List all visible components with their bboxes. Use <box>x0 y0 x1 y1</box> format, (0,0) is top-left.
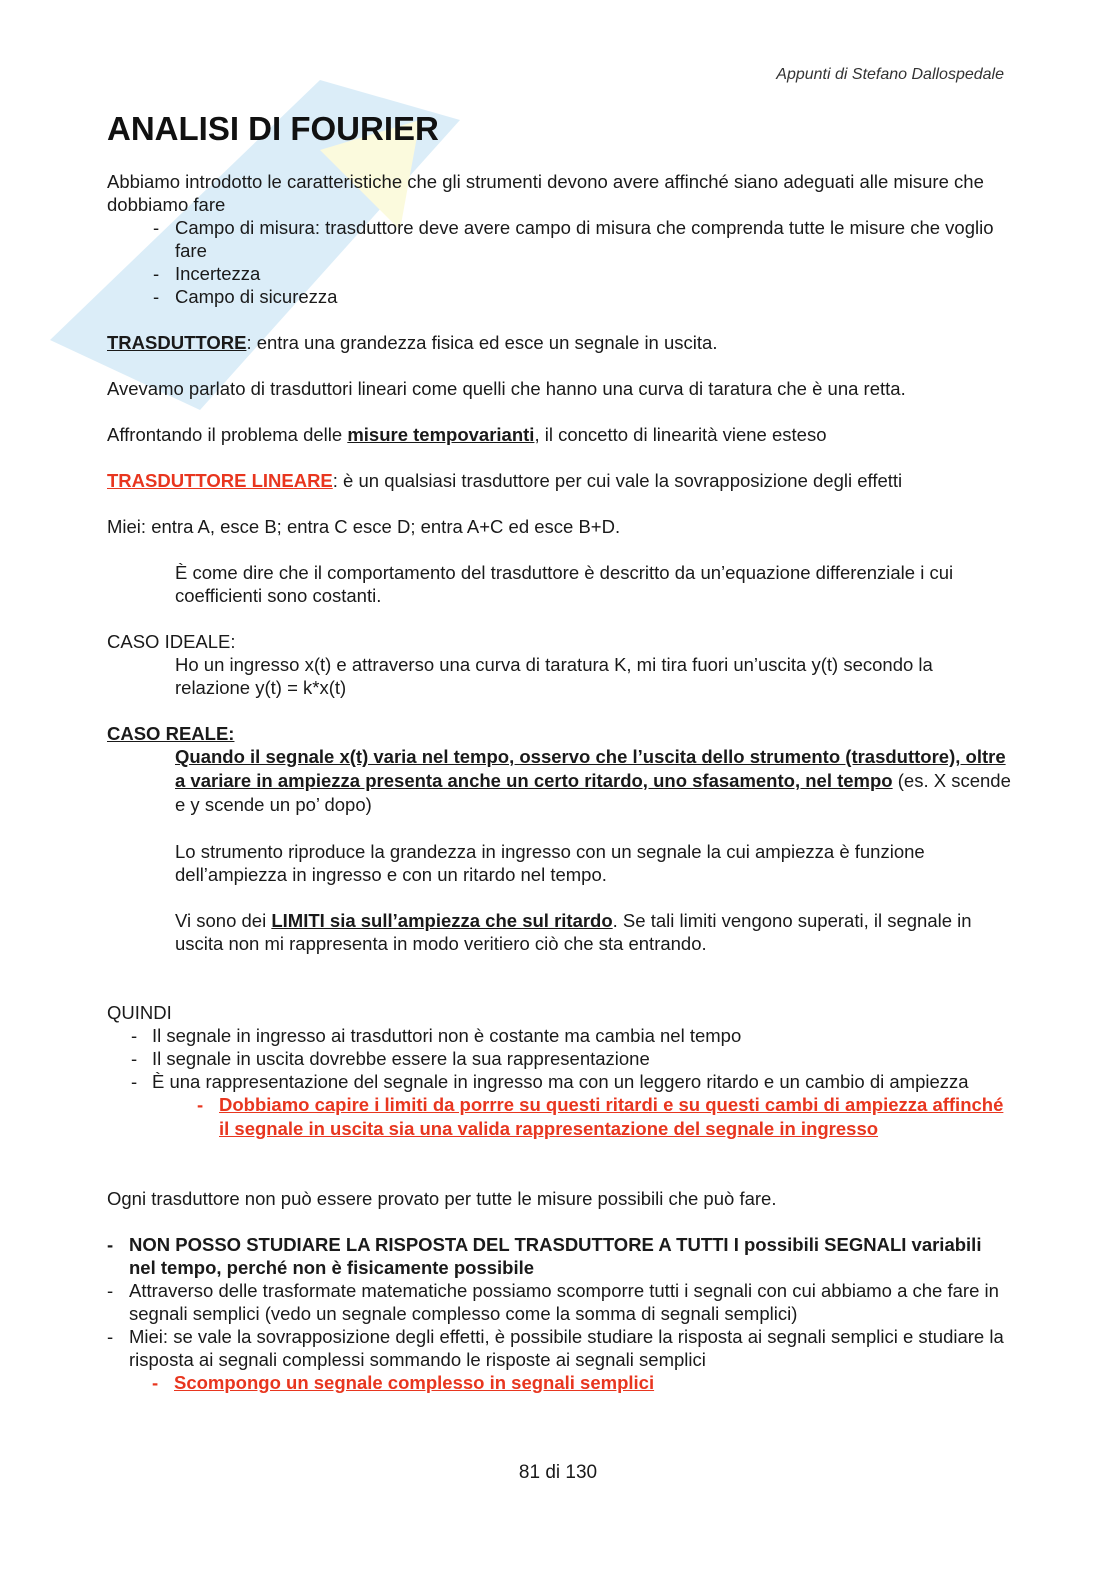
ogni-paragraph: Ogni trasduttore non può essere provato per tutte le misure possibili che può fare. <box>107 1188 777 1209</box>
quindi-heading: QUINDI <box>107 1002 172 1023</box>
list-item: - Incertezza <box>107 262 1012 285</box>
term: TRASDUTTORE LINEARE <box>107 470 333 491</box>
list-item: - Attraverso delle trasformate matematiche possiamo scomporre tutti i segnali con cui abbiamo a che fare in segnali semplici (vedo un segnale complesso come la somma di segnali semplici) <box>107 1279 1012 1325</box>
caso-ideale-heading: CASO IDEALE: <box>107 631 236 652</box>
caso-reale-paragraph3: Vi sono dei LIMITI sia sull’ampiezza che sul ritardo. Se tali limiti vengono superati, il segnale in uscita non mi rappresenta in modo veritiero ciò che sta entrando. <box>175 910 972 954</box>
final-list <box>107 1233 1012 1371</box>
intro-list <box>107 216 1012 308</box>
miei-example: Miei: entra A, esce B; entra C esce D; entra A+C ed esce B+D. <box>107 516 621 537</box>
final-red-item: - Scompongo un segnale complesso in segnali semplici <box>107 1371 1012 1394</box>
term: misure tempovarianti <box>347 424 535 445</box>
list-item: - Miei: se vale la sovrapposizione degli effetti, è possibile studiare la risposta ai segnali semplici e studiare la risposta ai segnali complessi sommando le risposte ai segnali semplici <box>107 1325 1012 1371</box>
term: TRASDUTTORE <box>107 332 247 353</box>
page-title: ANALISI DI FOURIER <box>107 110 439 147</box>
quindi-red-item: - Dobbiamo capire i limiti da porrre su questi ritardi e su questi cambi di ampiezza affinché il segnale in uscita sia una valida rappresentazione del segnale in ingresso <box>107 1093 1012 1141</box>
page-header: Appunti di Stefano Dallospedale <box>776 66 1004 83</box>
caso-reale-paragraph2: Lo strumento riproduce la grandezza in ingresso con un segnale la cui ampiezza è funzione dell’ampiezza in ingresso e con un ritardo nel tempo. <box>175 841 925 885</box>
list-item: - Campo di sicurezza <box>107 285 1012 308</box>
list-item: - Il segnale in ingresso ai trasduttori non è costante ma cambia nel tempo <box>107 1024 1012 1047</box>
caso-reale-heading: CASO REALE: <box>107 723 235 744</box>
list-item: - È una rappresentazione del segnale in ingresso ma con un leggero ritardo e un cambio di ampiezza <box>107 1070 1012 1093</box>
trasduttore-lineare-definition: TRASDUTTORE LINEARE: è un qualsiasi trasduttore per cui vale la sovrapposizione degli effetti <box>107 470 903 491</box>
term: LIMITI sia sull’ampiezza che sul ritardo <box>271 910 613 931</box>
page-number: 81 di 130 <box>518 1462 598 1483</box>
trasduttore-definition: TRASDUTTORE: entra una grandezza fisica ed esce un segnale in uscita. <box>107 332 718 353</box>
intro-paragraph: Abbiamo introdotto le caratteristiche che gli strumenti devono avere affinché siano adeguati alle misure che dobbiamo fare <box>107 171 984 215</box>
list-item: - Campo di misura: trasduttore deve avere campo di misura che comprenda tutte le misure che voglio fare <box>107 216 1012 262</box>
caso-reale-text: Quando il segnale x(t) varia nel tempo, osservo che l’uscita dello strumento (trasduttore), oltre a variare in ampiezza presenta anche un certo ritardo, uno sfasamento, nel tempo (es. X scende e y scende un po’ dopo) <box>175 746 1011 815</box>
list-item: - NON POSSO STUDIARE LA RISPOSTA DEL TRASDUTTORE A TUTTI I possibili SEGNALI variabili nel tempo, perché non è fisicamente possibile <box>107 1233 1012 1279</box>
lineari-paragraph: Avevamo parlato di trasduttori lineari come quelli che hanno una curva di taratura che è una retta. <box>107 378 906 399</box>
quindi-list <box>107 1024 1012 1093</box>
list-item: - Il segnale in uscita dovrebbe essere la sua rappresentazione <box>107 1047 1012 1070</box>
equazione-paragraph: È come dire che il comportamento del trasduttore è descritto da un’equazione differenziale i cui coefficienti sono costanti. <box>175 562 954 606</box>
tempovarianti-paragraph: Affrontando il problema delle misure tempovarianti, il concetto di linearità viene esteso <box>107 424 827 445</box>
document-body <box>107 170 1012 1394</box>
caso-ideale-text: Ho un ingresso x(t) e attraverso una curva di taratura K, mi tira fuori un’uscita y(t) secondo la relazione y(t) = k*x(t) <box>175 654 933 698</box>
